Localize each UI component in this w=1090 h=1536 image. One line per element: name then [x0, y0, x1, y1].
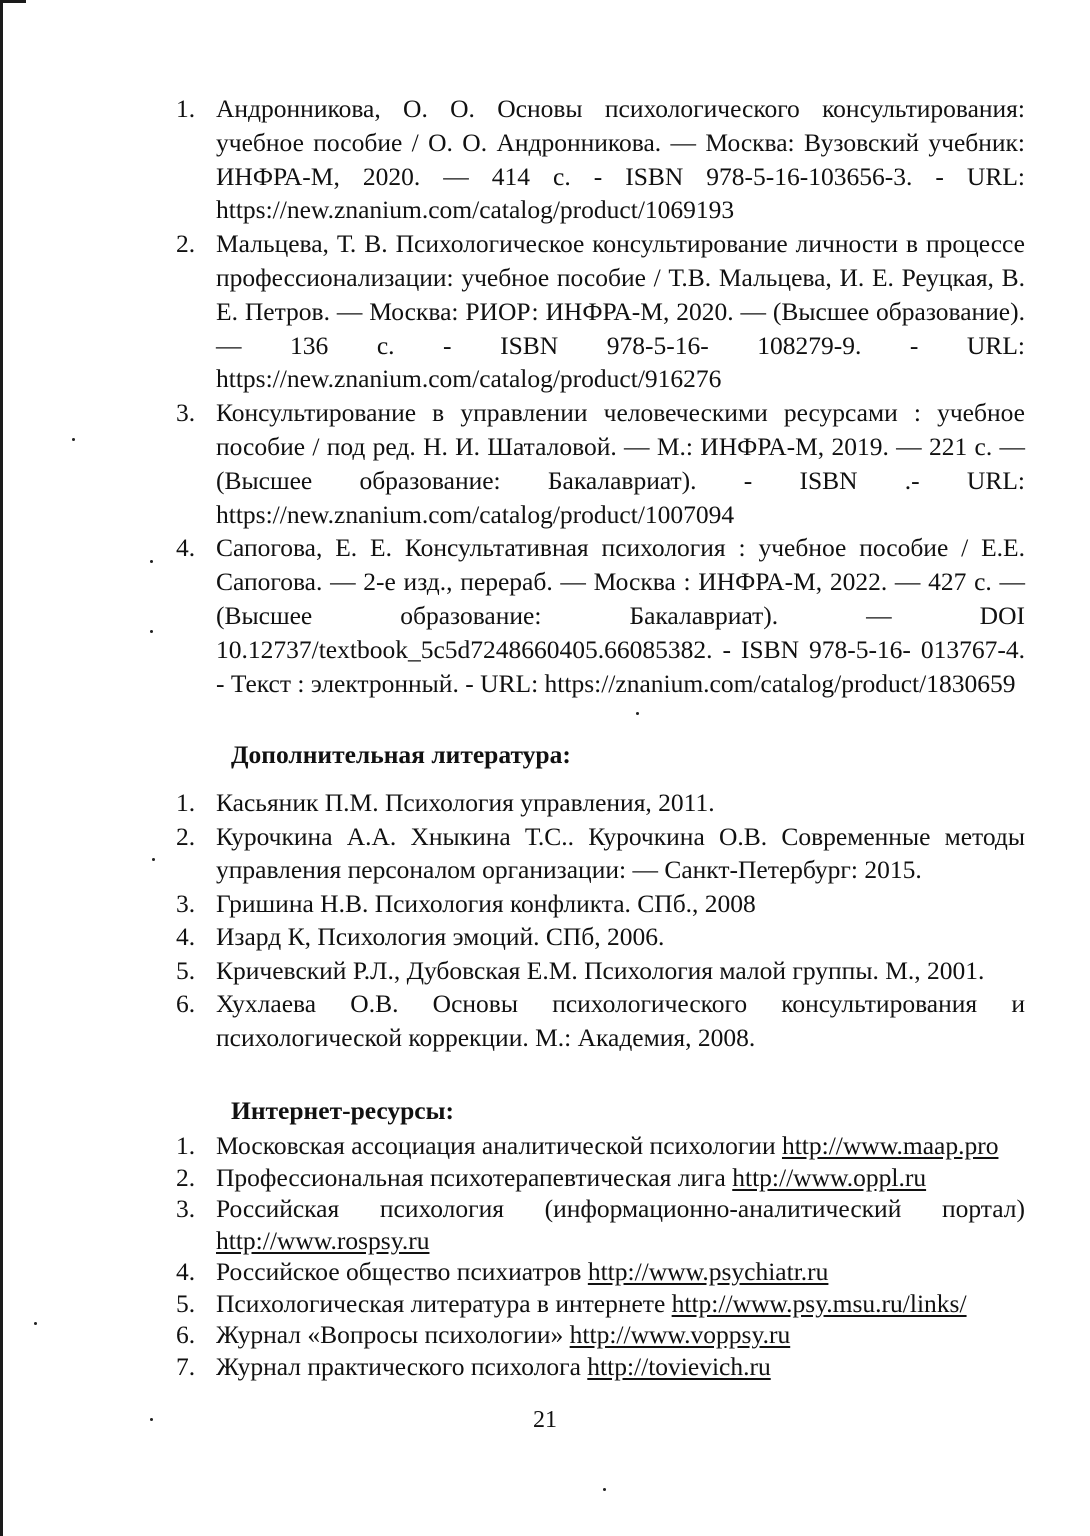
resource-link[interactable]: http://www.psychiatr.ru — [587, 1257, 829, 1287]
internet-resources-list — [170, 1130, 1025, 1382]
item-text: Профессиональная психотерапевтическая лига — [216, 1162, 733, 1192]
internet-resource-item — [170, 1288, 1025, 1320]
internet-resource-item — [170, 1130, 1025, 1162]
additional-literature-item — [170, 954, 1025, 988]
internet-resource-item — [170, 1256, 1025, 1288]
item-text: Касьяник П.М. Психология управления, 2011. — [216, 788, 715, 818]
item-number: 3. — [176, 1194, 196, 1224]
item-text: Московская ассоциация аналитической психологии — [216, 1131, 782, 1161]
item-number: 1. — [176, 788, 196, 818]
internet-resources-heading: Интернет-ресурсы: — [231, 1096, 455, 1126]
item-number: 1. — [176, 94, 196, 123]
item-number: 4. — [176, 922, 196, 952]
additional-literature-item — [170, 786, 1025, 820]
main-literature-item — [170, 531, 1025, 700]
item-text: Кричевский Р.Л., Дубовская Е.М. Психология малой группы. М., 2001. — [216, 955, 985, 985]
resource-link[interactable]: http://www.oppl.ru — [732, 1162, 927, 1192]
document-page — [170, 92, 1025, 1382]
scan-border-top — [0, 0, 26, 3]
scan-speck — [636, 712, 639, 715]
scan-speck — [152, 858, 155, 861]
internet-resource-item — [170, 1319, 1025, 1351]
item-number: 4. — [176, 1257, 196, 1287]
item-text: Консультирование в управлении человеческими ресурсами : учебное пособие / под ред. Н. И. Шаталовой. — М.: ИНФРА-М, 2019. — 221 с. — (Высшее образование: Бакалавриат). - ISBN .- URL: https://new.znanium.com/catalog/product/1007094 — [216, 398, 1025, 529]
item-text: Психологическая литература в интернете — [216, 1288, 672, 1318]
item-number: 2. — [176, 1162, 196, 1192]
item-number: 2. — [176, 229, 196, 259]
additional-literature-item — [170, 887, 1025, 921]
internet-resource-item — [170, 1193, 1025, 1256]
scan-border-left — [0, 0, 3, 1536]
item-number: 2. — [176, 821, 196, 851]
item-number: 6. — [176, 1320, 196, 1350]
item-number: 3. — [176, 888, 196, 918]
additional-literature-item — [170, 920, 1025, 954]
item-text: Журнал «Вопросы психологии» — [216, 1320, 570, 1350]
item-number: 5. — [176, 1288, 196, 1318]
item-number: 3. — [176, 398, 196, 428]
item-number: 1. — [176, 1131, 196, 1161]
internet-resource-item — [170, 1162, 1025, 1194]
item-text: Курочкина А.А. Хныкина Т.С.. Курочкина О.В. Современные методы управления персоналом организации: — Санкт-Петербург: 2015. — [216, 821, 1025, 885]
item-text: Хухлаева О.В. Основы психологического консультирования и психологической коррекции. М.: Академия, 2008. — [216, 989, 1025, 1052]
scan-speck — [150, 560, 153, 563]
scan-speck — [150, 630, 153, 633]
item-number: 5. — [176, 955, 196, 985]
item-text: Мальцева, Т. В. Психологическое консультирование личности в процессе профессионализации: учебное пособие / Т.В. Мальцева, И. Е. Реуцкая, В. Е. Петров. — Москва: РИОР: ИНФРА-М, 2020. — (Высшее образование). — 136 с. - ISBN 978-5-16- 108279-9. - URL: https://new.znanium.com/catalog/product/916276 — [216, 229, 1025, 394]
scan-speck — [72, 438, 75, 441]
resource-link[interactable]: http://tovievich.ru — [587, 1351, 771, 1381]
item-text: Журнал практического психолога — [216, 1351, 588, 1381]
main-literature-item — [170, 396, 1025, 531]
item-number: 6. — [176, 989, 196, 1019]
item-number: 7. — [176, 1351, 196, 1381]
resource-link[interactable]: http://www.voppsy.ru — [569, 1320, 791, 1350]
scan-speck — [603, 1488, 606, 1491]
internet-resource-item — [170, 1351, 1025, 1383]
main-literature-list — [170, 92, 1025, 700]
resource-link[interactable]: http://www.maap.pro — [781, 1131, 999, 1161]
item-text: Российское общество психиатров — [216, 1257, 588, 1287]
additional-literature-heading: Дополнительная литература: — [231, 740, 571, 770]
item-text: Изард К, Психология эмоций. СПб, 2006. — [216, 922, 665, 952]
item-number: 4. — [176, 533, 196, 563]
page-number: 21 — [533, 1407, 557, 1433]
item-text: Андронникова, О. О. Основы психологического консультирования: учебное пособие / О. О. Андронникова. — Москва: Вузовский учебник: ИНФРА-М, 2020. — 414 с. - ISBN 978-5-16-103656-3. - URL: https://new.znanium.com/catalog/product/1069193 — [216, 94, 1025, 225]
additional-literature-item — [170, 820, 1025, 887]
main-literature-item — [170, 227, 1025, 396]
scan-speck — [150, 1418, 153, 1421]
additional-literature-item — [170, 987, 1025, 1054]
additional-literature-list — [170, 786, 1025, 1054]
scan-speck — [34, 1322, 37, 1325]
resource-link[interactable]: http://www.rospsy.ru — [216, 1225, 430, 1255]
main-literature-item — [170, 92, 1025, 227]
item-text: Российская психология (информационно-аналитический портал) — [216, 1194, 1025, 1224]
resource-link[interactable]: http://www.psy.msu.ru/links/ — [671, 1288, 967, 1318]
item-text: Сапогова, Е. Е. Консультативная психология : учебное пособие / Е.Е. Сапогова. — 2-е изд., перераб. — Москва : ИНФРА-М, 2022. — 427 с. — (Высшее образование: Бакалавриат). — DOI 10.12737/textbook_5c5d7248660405.66085382. - ISBN 978-5-16- 013767-4. - Текст : электронный. - URL: https://znanium.com/catalog/product/1830659 — [216, 533, 1025, 698]
item-text: Гришина Н.В. Психология конфликта. СПб., 2008 — [216, 888, 756, 918]
